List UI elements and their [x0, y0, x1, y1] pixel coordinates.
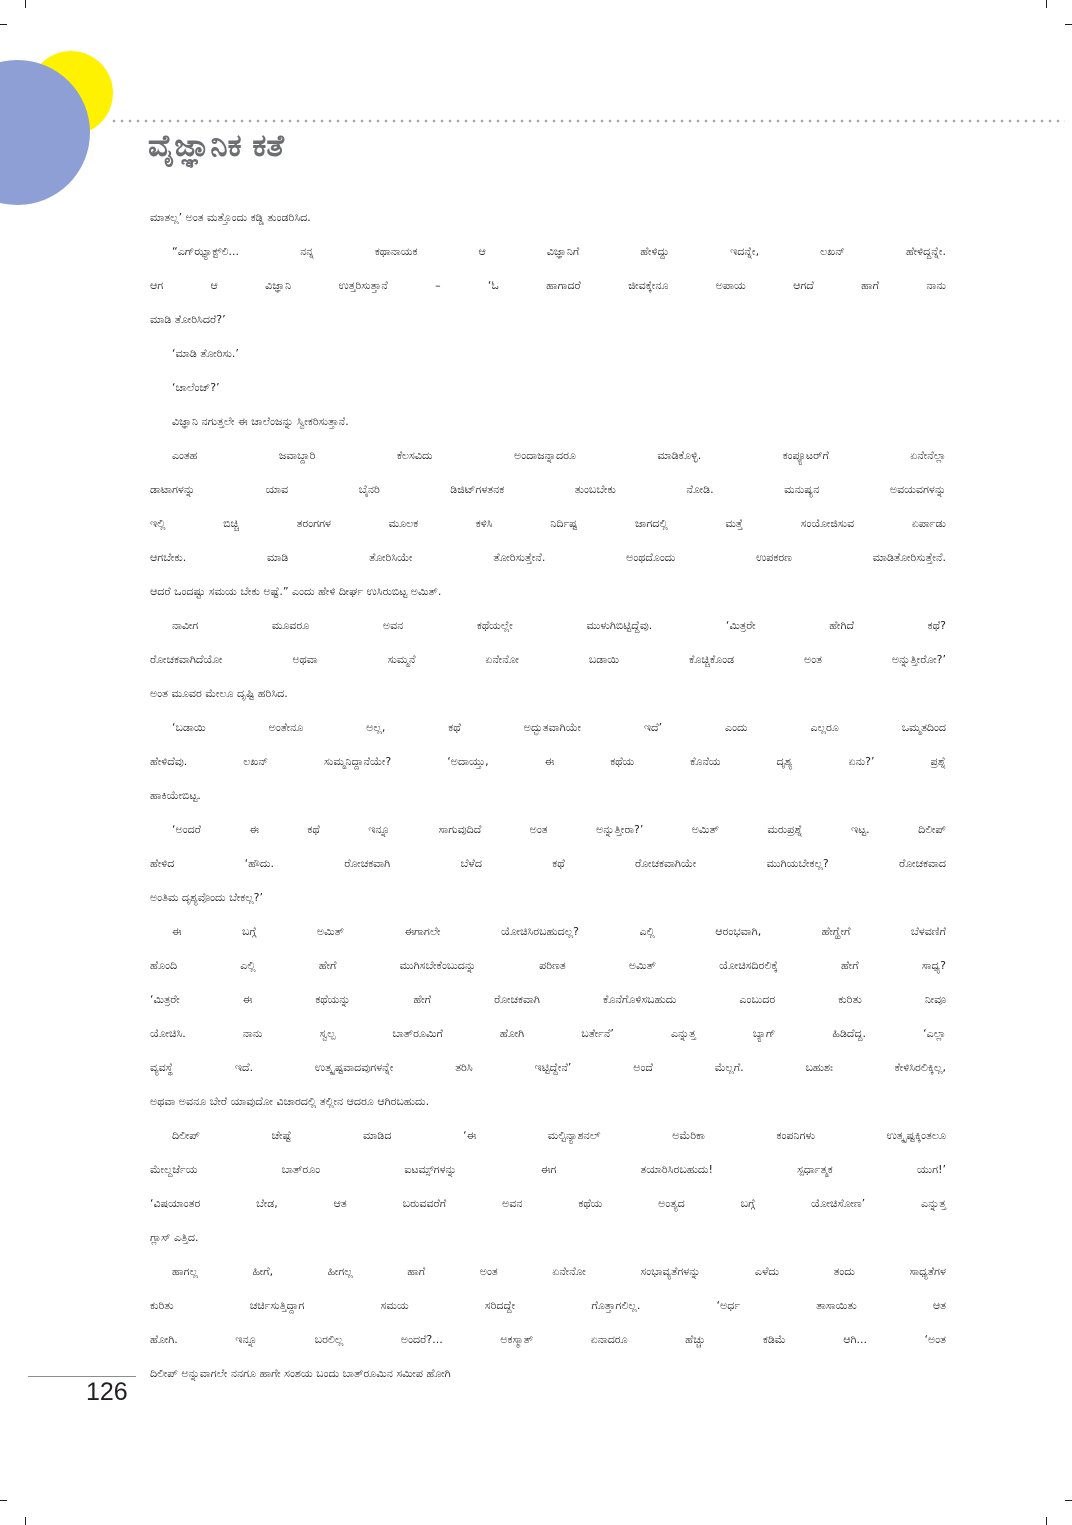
text-line: ಹೋಗಿ. ಇನ್ನೂ ಬರಲಿಲ್ಲ ಅಂದರೆ?... ಅಕಸ್ಮಾತ್ ಏನಾದರೂ ಹೆಚ್ಚು ಕಡಿಮೆ ಆಗಿ... ‘ಅಂತ — [150, 1333, 946, 1346]
text-line: ‘ಬಡಾಯಿ ಅಂತೇನೂ ಅಲ್ಲ, ಕಥೆ ಅದ್ಭುತವಾಗಿಯೇ ಇದೆ’ ಎಂದು ಎಲ್ಲರೂ ಒಮ್ಮತದಿಂದ — [172, 721, 946, 734]
crop-mark-bottom-left-horizontal — [0, 1500, 7, 1501]
text-line: ಗ್ಲಾಸ್ ಎತ್ತಿದ. — [150, 1231, 199, 1244]
text-line: ಹಾಗಲ್ಲ ಹೀಗೆ, ಹೀಗಲ್ಲ ಹಾಗೆ ಅಂತ ಏನೇನೋ ಸಂಭಾವ್ಯತೆಗಳನ್ನು ಎಳೆದು ತಂದು ಸಾಧ್ಯತೆಗಳ — [172, 1265, 946, 1278]
text-line: ವಿಜ್ಞಾನಿ ನಗುತ್ತಲೇ ಈ ಚಾಲೆಂಜನ್ನು ಸ್ವೀಕರಿಸುತ್ತಾನೆ. — [172, 415, 349, 428]
paragraph — [150, 235, 946, 337]
text-line: ಹೇಳಿದೆವು. ಲಖನ್ ಸುಮ್ಮನಿದ್ದಾನೆಯೇ? ‘ಅದಾಯ್ತು, ಈ ಕಥೆಯ ಕೊನೆಯ ದೃಶ್ಯ ಏನು?’ ಪ್ರಶ್ನೆ — [150, 755, 946, 768]
text-line: ‘ಚಾಲೆಂಜ್?’ — [172, 381, 220, 394]
paragraph — [150, 201, 946, 235]
dotted-header-rule — [110, 119, 1065, 123]
text-line: ಮಾತಲ್ಲ’ ಅಂತ ಮತ್ತೊಂದು ಕಡ್ಡಿ ತುಂಡರಿಸಿದ. — [150, 211, 311, 224]
text-line: ‘ವಿಷಯಾಂತರ ಬೇಡ, ಆತ ಬರುವವರೆಗೆ ಅವನ ಕಥೆಯ ಅಂತ್ಯದ ಬಗ್ಗೆ ಯೋಚಿಸೋಣ’ ಎನ್ನುತ್ತ — [150, 1197, 946, 1210]
text-line: ಯೋಚಿಸಿ. ನಾನು ಸ್ವಲ್ಪ ಬಾತ್‌ರೂಮಿಗೆ ಹೋಗಿ ಬರ್ತೇನೆ’ ಎನ್ನುತ್ತ ಬ್ಯಾಗ್ ಹಿಡಿದೆದ್ದ. ‘ಎಲ್ಲಾ — [150, 1027, 946, 1040]
text-line: ಈ ಬಗ್ಗೆ ಅಮಿತ್ ಈಗಾಗಲೇ ಯೋಚಿಸಿರಬಹುದಲ್ಲ? ಎಲ್ಲಿ ಆರಂಭವಾಗಿ, ಹೇಗ್ಹೇಗೆ ಬೆಳವಣಿಗೆ — [172, 925, 946, 938]
text-line: ಎಂತಹ ಜವಾಬ್ದಾರಿ ಕೆಲಸವಿದು ಅಂದಾಜನ್ನಾದರೂ ಮಾಡಿಕೊಳ್ಳಿ. ಕಂಪ್ಯೂಟರ್‌ಗೆ ಏನೇನೆಲ್ಲಾ — [172, 449, 946, 462]
crop-mark-top-left-horizontal — [0, 24, 7, 25]
crop-mark-bottom-left-vertical — [25, 1517, 26, 1525]
text-line: ಆಗಬೇಕು. ಮಾಡಿ ತೋರಿಸಿಯೇ ತೋರಿಸುತ್ತೇನೆ. ಅಂಥದೊಂದು ಉಪಕರಣ ಮಾಡಿತೋರಿಸುತ್ತೇನೆ. — [150, 551, 946, 564]
crop-mark-bottom-right-vertical — [1046, 1517, 1047, 1525]
page-number: 126 — [86, 1378, 128, 1406]
text-line: ಆಗ ಆ ವಿಜ್ಞಾನಿ ಉತ್ತರಿಸುತ್ತಾನೆ – ‘ಓ ಹಾಗಾದರೆ ಜೀವಕ್ಕೇನೂ ಅಪಾಯ ಆಗದೆ ಹಾಗೆ ನಾನು — [150, 279, 946, 292]
text-line: ಹೇಳಿದ ‘ಹೌದು. ರೋಚಕವಾಗಿ ಬೆಳೆದ ಕಥೆ ರೋಚಕವಾಗಿಯೇ ಮುಗಿಯಬೇಕಲ್ಲ? ರೋಚಕವಾದ — [150, 857, 946, 870]
paragraph — [150, 405, 946, 439]
text-line: ಡಾಟಾಗಳನ್ನು ಯಾವ ಬೈನರಿ ಡಿಜಿಟ್‌ಗಳತನಕ ತುಂಬಬೇಕು ನೋಡಿ. ಮನುಷ್ಯನ ಅವಯವಗಳನ್ನು — [150, 483, 946, 496]
text-line: ದಿಲೀಪ್ ಚೇಷ್ಟೆ ಮಾಡಿದ ‘ಈ ಮಲ್ಟಿನ್ಯಾಶನಲ್ ಅಮೆರಿಕಾ ಕಂಪನಿಗಳು ಉತ್ಕೃಷ್ಟಕ್ಕಿಂತಲೂ — [172, 1129, 946, 1142]
body-text — [150, 201, 946, 1391]
text-line: ರೋಚಕವಾಗಿದೆಯೋ ಅಥವಾ ಸುಮ್ಮನೆ ಏನೇನೋ ಬಡಾಯಿ ಕೊಚ್ಚಿಕೊಂಡ ಅಂತ ಅನ್ನುತ್ತೀರೋ?’ — [150, 653, 946, 666]
paragraph — [150, 711, 946, 813]
text-line: ಅಂತ ಮೂವರ ಮೇಲೂ ದೃಷ್ಟಿ ಹರಿಸಿದ. — [150, 687, 288, 700]
text-line: “ಎಗ್‌ಝ್ಯಾಕ್ಟ್‌ಲಿ... ನನ್ನ ಕಥಾನಾಯಕ ಆ ವಿಜ್ಞಾನಿಗೆ ಹೇಳಿದ್ದು ಇದನ್ನೇ, ಲಖನ್ ಹೇಳಿದ್ದನ್ನೇ. — [172, 245, 946, 258]
text-line: ಇಲ್ಲಿ ಬಿಚ್ಚಿ ತರಂಗಗಳ ಮೂಲಕ ಕಳಿಸಿ ನಿರ್ದಿಷ್ಟ ಜಾಗದಲ್ಲಿ ಮತ್ತೆ ಸಂಯೋಜಿಸುವ ಏರ್ಪಾಡು — [150, 517, 946, 530]
text-line: ದಿಲೀಪ್ ಅನ್ನುವಾಗಲೇ ನನಗೂ ಹಾಗೇ ಸಂಶಯ ಬಂದು ಬಾತ್‌ರೂಮಿನ ಸಮೀಪ ಹೋಗಿ — [150, 1367, 451, 1380]
paragraph — [150, 337, 946, 371]
crop-mark-top-right-vertical — [1046, 0, 1047, 8]
text-line: ಅಂತಿಮ ದೃಶ್ಯವೊಂದು ಬೇಕಲ್ಲ?’ — [150, 891, 263, 904]
text-line: ಮಾಡಿ ತೋರಿಸಿದರೆ?’ — [150, 313, 226, 326]
text-line: ನಾವೀಗ ಮೂವರೂ ಅವನ ಕಥೆಯಲ್ಲೇ ಮುಳುಗಿಬಿಟ್ಟಿದ್ದೆವು. ‘ಮಿತ್ರರೇ ಹೇಗಿದೆ ಕಥೆ? — [172, 619, 946, 632]
crop-mark-top-left-vertical — [25, 0, 26, 8]
text-line: ‘ಮಾಡಿ ತೋರಿಸು.’ — [172, 347, 239, 360]
section-title: ವೈಜ್ಞಾನಿಕ ಕತೆ — [148, 128, 285, 164]
paragraph — [150, 1119, 946, 1255]
text-line: ಮೇಲ್ದರ್ಜೆಯ ಬಾತ್‌ರೂಂ ಐಟಮ್ಸ್‌ಗಳನ್ನು ಈಗ ತಯಾರಿಸಿರಬಹುದು! ಸ್ಪರ್ಧಾತ್ಮಕ ಯುಗ!’ — [150, 1163, 946, 1176]
paragraph — [150, 813, 946, 915]
paragraph — [150, 1255, 946, 1391]
text-line: ಹಾಕಿಯೇಬಿಟ್ಟ. — [150, 789, 201, 802]
text-line: ಅಥವಾ ಅವನೂ ಬೇರೆ ಯಾವುದೋ ವಿಚಾರದಲ್ಲಿ ತಲ್ಲೀನ ಆದರೂ ಆಗಿರಬಹುದು. — [150, 1095, 430, 1108]
text-line: ‘ಮಿತ್ರರೇ ಈ ಕಥೆಯನ್ನು ಹೇಗೆ ರೋಚಕವಾಗಿ ಕೊನೆಗೊಳಿಸಬಹುದು ಎಂಬುದರ ಕುರಿತು ನೀವೂ — [150, 993, 946, 1006]
text-line: ಆದರೆ ಒಂದಷ್ಟು ಸಮಯ ಬೇಕು ಅಷ್ಟೆ.” ಎಂದು ಹೇಳಿ ದೀರ್ಘ ಉಸಿರುಬಿಟ್ಟ ಅಮಿತ್. — [150, 585, 442, 598]
crop-mark-bottom-right-horizontal — [1065, 1500, 1072, 1501]
text-line: ಕುರಿತು ಚರ್ಚಿಸುತ್ತಿದ್ದಾಗ ಸಮಯ ಸರಿದದ್ದೇ ಗೊತ್ತಾಗಲಿಲ್ಲ. ‘ಅರ್ಧ ತಾಸಾಯಿತು ಆತ — [150, 1299, 946, 1312]
folio-rule — [28, 1376, 136, 1377]
text-line: ಹೊಂದಿ ಎಲ್ಲಿ ಹೇಗೆ ಮುಗಿಸಬೇಕೆಂಬುದನ್ನು ಪರಿಣತ ಅಮಿತ್ ಯೋಚಿಸದಿರಲಿಕ್ಕೆ ಹೇಗೆ ಸಾಧ್ಯ? — [150, 959, 946, 972]
text-line: ‘ಅಂದರೆ ಈ ಕಥೆ ಇನ್ನೂ ಸಾಗುವುದಿದೆ ಅಂತ ಅನ್ನುತ್ತೀರಾ?’ ಅಮಿತ್ ಮರುಪ್ರಶ್ನೆ ಇಟ್ಟ. ದಿಲೀಪ್ — [172, 823, 946, 836]
paragraph — [150, 915, 946, 1119]
text-line: ವ್ಯವಸ್ಥೆ ಇದೆ. ಉತ್ಕೃಷ್ಟವಾದವುಗಳನ್ನೇ ತರಿಸಿ ಇಟ್ಟಿದ್ದೇನೆ’ ಅಂದೆ ಮೆಲ್ಲಗೆ. ಬಹುಶಃ ಕೇಳಿಸಿರಲಿಕ್ಕಿಲ್ಲ, — [150, 1061, 946, 1074]
paragraph — [150, 371, 946, 405]
paragraph — [150, 609, 946, 711]
paragraph — [150, 439, 946, 609]
crop-mark-top-right-horizontal — [1065, 24, 1072, 25]
